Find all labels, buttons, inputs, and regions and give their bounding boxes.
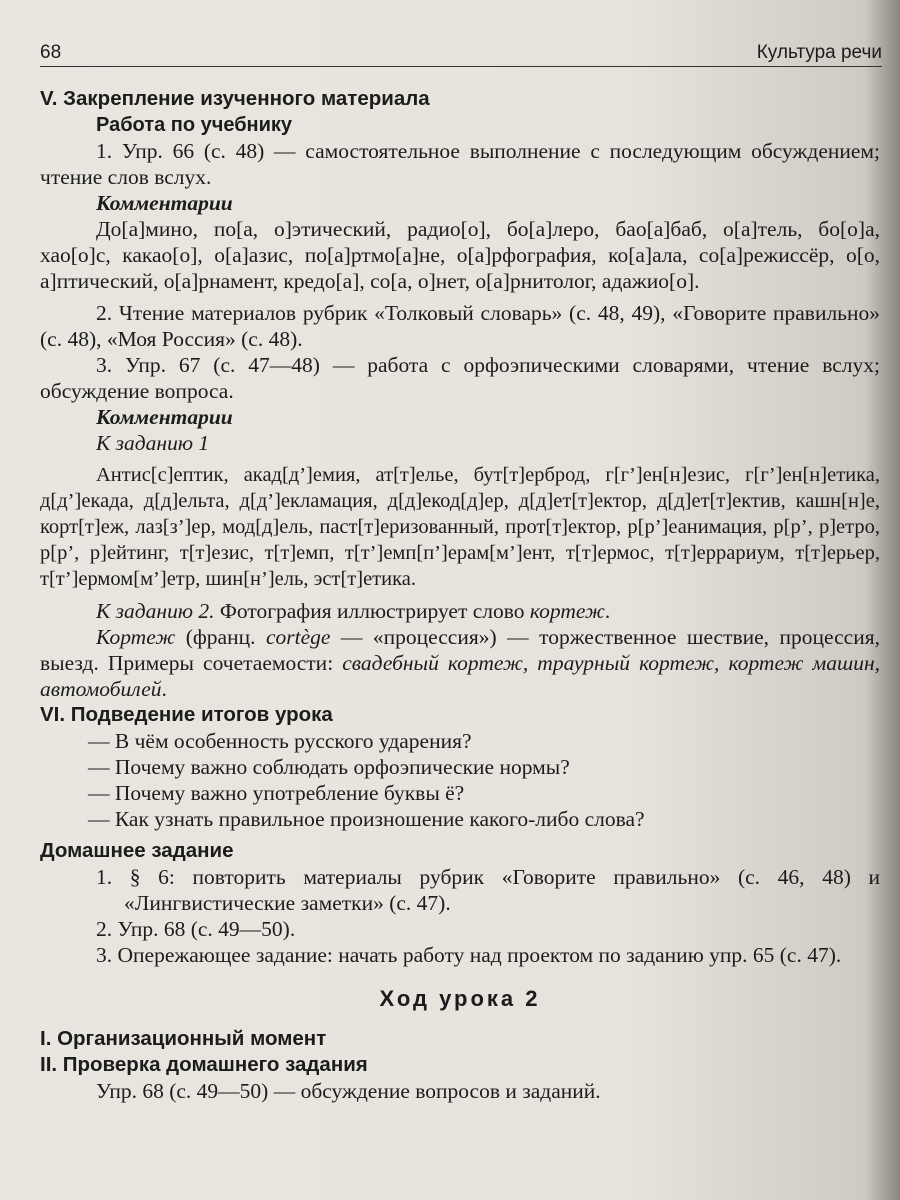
term: Кортеж (96, 625, 176, 649)
task-2-label: К заданию 2. (96, 599, 215, 623)
heading-ii: II. Проверка домашнего задания (40, 1053, 368, 1076)
question: — Почему важно соблюдать орфоэпические нормы? (88, 755, 570, 779)
def-part: — «процессия») — торжественное шествие, процессия, выезд. Примеры сочетаемости: (40, 625, 880, 675)
def-end: . (161, 677, 167, 701)
page-number: 68 (40, 42, 62, 63)
examples: свадебный кортеж, траурный кортеж, кортеж машин, автомобилей (40, 651, 880, 701)
question: — Как узнать правильное произношение какого-либо слова? (88, 807, 645, 831)
french-word: cortège (265, 625, 331, 649)
task-2-word: кортеж (529, 599, 605, 623)
task-1-label: К заданию 1 (96, 431, 210, 455)
question: — В чём особенность русского ударения? (88, 729, 472, 753)
homework-item: 2. Упр. 68 (с. 49—50). (96, 917, 296, 941)
heading-v: V. Закрепление изученного материала (40, 87, 430, 110)
section-title: Культура речи (756, 42, 882, 63)
words-list-1: До[а]мино, по[а, о]этический, радио[о], бо[а]леро, бао[а]баб, о[а]тель, бо[о]а, хао[о]с, какао[о], о[а]азис, по[а]ртмо[а]не, о[а]рфография, ко[а]ала, со[а]режиссёр, о[о, а]птический, о[а]рнамент, кредо[а], со[а, о]нет, о[а]рнитолог, адажио[о]. (40, 217, 880, 293)
homework-check-text: Упр. 68 (с. 49—50) — обсуждение вопросов и заданий. (96, 1079, 601, 1103)
item-1: 1. Упр. 66 (с. 48) — самостоятельное выполнение с последующим обсуждением; чтение слов вслух. (40, 139, 880, 189)
heading-i: I. Организационный момент (40, 1027, 327, 1050)
heading-vi: VI. Подведение итогов урока (40, 703, 333, 726)
task-2 (40, 598, 880, 624)
item-2: 2. Чтение материалов рубрик «Толковый словарь» (с. 48, 49), «Говорите правильно» (с. 48), «Моя Россия» (с. 48). (40, 301, 880, 351)
homework-item: 3. Опережающее задание: начать работу над проектом по заданию упр. 65 (с. 47). (96, 943, 842, 967)
task-2-end: . (604, 599, 611, 623)
kortezh-definition (40, 624, 880, 702)
comments-heading-2: Комментарии (96, 405, 233, 429)
homework-item: 1. § 6: повторить материалы рубрик «Говорите правильно» (с. 46, 48) и «Лингвистические заметки» (с. 47). (96, 865, 880, 915)
task-2-text: Фотография иллюстрирует слово (214, 599, 530, 623)
lesson-2-title: Ход урока 2 (379, 986, 541, 1011)
comments-heading-1: Комментарии (96, 191, 233, 215)
subheading-textbook: Работа по учебнику (96, 114, 293, 136)
running-header (40, 40, 882, 67)
words-list-2: Антис[с]ептик, акад[д’]емия, ат[т]елье, бут[т]ерброд, г[г’]ен[н]езис, г[г’]ен[н]етика, д[д’]екада, д[д]ельта, д[д’]екламация, д[д]екод[д]ер, д[д]ет[т]ектор, д[д]ет[т]ектив, кашн[н]е, корт[т]еж, лаз[з’]ер, мод[д]ель, паст[т]еризованный, прот[т]ектор, р[р’]еанимация, р[р’, р]етро, р[р’, р]ейтинг, т[т]езис, т[т]емп, т[т’]емп[п’]ерам[м’]ент, т[т]ермос, т[т]еррариум, т[т]ерьер, т[т’]ермом[м’]етр, шин[н’]ель, эст[т]етика. (40, 464, 880, 590)
question: — Почему важно употребление буквы ё? (88, 781, 465, 805)
def-part: (франц. (175, 625, 266, 649)
item-3: 3. Упр. 67 (с. 47—48) — работа с орфоэпическими словарями, чтение вслух; обсуждение вопроса. (40, 353, 880, 403)
homework-heading: Домашнее задание (40, 839, 234, 862)
page-content (40, 86, 880, 1104)
